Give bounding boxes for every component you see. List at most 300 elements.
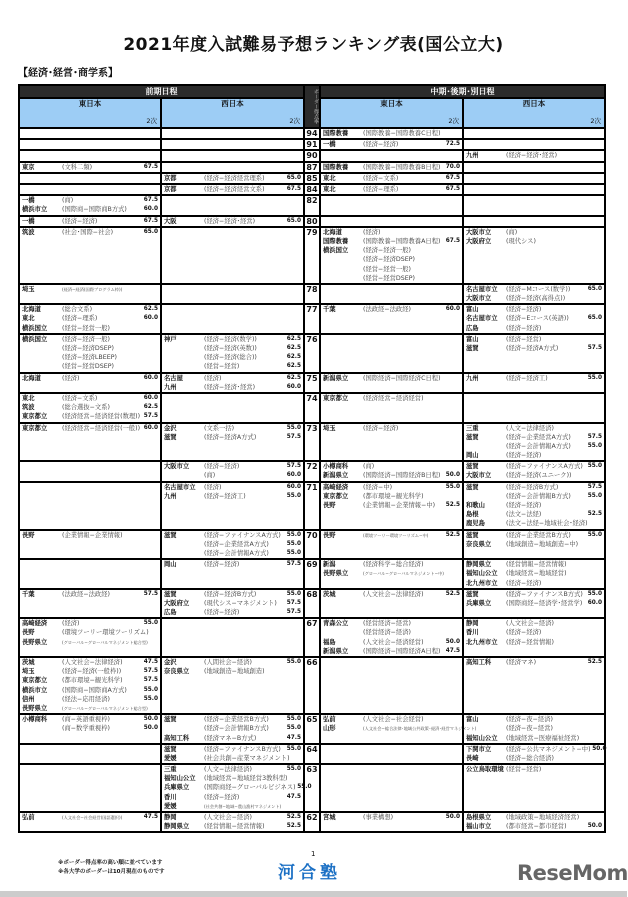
second-exam-score xyxy=(285,667,301,676)
university-name: 弘前 xyxy=(22,814,35,822)
bottom-bar xyxy=(0,891,627,897)
second-exam-score: 55.0 xyxy=(286,549,301,556)
second-exam-score xyxy=(290,754,306,763)
second-exam-score: 55.0 xyxy=(143,695,158,702)
list-item xyxy=(22,695,158,704)
university-name: 京都 xyxy=(164,186,177,194)
second-exam-score: 57.5 xyxy=(587,345,602,352)
department-name: (環境ツーリー環境ツーリズム) xyxy=(62,629,149,637)
department-name: (地域経営−医療福祉経営) xyxy=(506,734,580,742)
university-name: 山形 xyxy=(323,725,336,733)
university-name: 富山 xyxy=(466,306,479,314)
department-name: (経済−経営) xyxy=(506,335,542,343)
second-exam-score xyxy=(142,353,158,362)
university-name: 横浜市立 xyxy=(22,206,48,214)
department-name: (経済経営−経済経営) xyxy=(363,394,424,402)
university-name xyxy=(466,442,506,451)
list-item xyxy=(323,471,460,480)
cell-e2 xyxy=(320,195,463,215)
second-exam-score: 67.5 xyxy=(143,163,158,170)
second-exam-score: 57.5 xyxy=(143,677,158,684)
late-schedule-header: 中期･後期･別日程 xyxy=(320,85,605,98)
cell-e1 xyxy=(19,744,161,764)
border-rate: 69 xyxy=(304,559,320,589)
second-exam-score: 55.0 xyxy=(445,483,460,490)
second-exam-score xyxy=(444,492,460,501)
second-exam-score xyxy=(444,129,460,138)
list-item xyxy=(466,822,602,831)
second-exam-score: 67.5 xyxy=(445,237,460,244)
cell-e2 xyxy=(320,304,463,334)
department-name: (国際経済−国際経済B日程) xyxy=(363,472,441,480)
cell-w1 xyxy=(161,128,304,139)
list-item xyxy=(22,531,158,540)
department-name: (経済−文系) xyxy=(62,394,98,402)
second-exam-score: 55.0 xyxy=(286,745,301,752)
second-exam-score: 70.0 xyxy=(445,163,460,170)
ranking-row xyxy=(19,559,605,589)
department-name: (国際商−国際商A方式) xyxy=(62,686,127,694)
cell-e1 xyxy=(19,304,161,334)
second-exam-score: 57.5 xyxy=(587,433,602,440)
second-exam-score: 52.5 xyxy=(286,823,301,830)
second-exam-score: 57.5 xyxy=(286,599,301,606)
second-exam-score xyxy=(148,704,164,713)
cell-w2 xyxy=(463,227,605,284)
university-name: 埼玉 xyxy=(22,285,35,293)
ranking-row xyxy=(19,812,605,832)
list-item xyxy=(323,237,460,246)
university-name: 三重 xyxy=(164,766,177,774)
cell-e2 xyxy=(320,812,463,832)
list-item xyxy=(323,274,460,283)
list-item xyxy=(164,560,301,569)
university-name xyxy=(22,724,62,733)
cell-e1 xyxy=(19,423,161,462)
department-name: (経済−経済) xyxy=(204,609,240,617)
cell-e1 xyxy=(19,216,161,227)
second-exam-score: 55.0 xyxy=(286,659,301,666)
list-item xyxy=(22,686,158,695)
cell-e1 xyxy=(19,482,161,530)
department-name: (グローバル−グローバルマネジメント総合型) xyxy=(62,705,148,711)
department-name: (経済−経済(高得点)) xyxy=(506,295,566,303)
cell-e2 xyxy=(320,423,463,462)
region-label: 西日本 xyxy=(522,99,546,108)
university-name: 長野県立 xyxy=(22,638,48,646)
cell-e1 xyxy=(19,559,161,589)
cell-w2 xyxy=(463,162,605,173)
list-item xyxy=(323,228,460,237)
university-name: 名古屋市立 xyxy=(466,315,498,323)
cell-e1 xyxy=(19,184,161,195)
university-name: 長野 xyxy=(22,629,35,637)
list-item xyxy=(466,462,602,471)
list-item xyxy=(164,793,301,802)
second-exam-score xyxy=(444,394,460,403)
university-name: 滋賀 xyxy=(466,345,479,353)
department-name: (商) xyxy=(204,472,216,480)
cell-w2 xyxy=(463,589,605,619)
university-name: 埼玉 xyxy=(323,424,336,432)
university-name: 静岡県立 xyxy=(164,823,190,831)
university-name: 埼玉 xyxy=(22,668,35,676)
list-item xyxy=(164,531,301,540)
cell-e1 xyxy=(19,373,161,393)
cell-e2 xyxy=(320,559,463,589)
second-exam-score xyxy=(142,285,158,294)
second-exam-score: 62.5 xyxy=(286,345,301,352)
cell-w1 xyxy=(161,216,304,227)
second-exam-score: 55.0 xyxy=(286,725,301,732)
department-name: (経済−理系) xyxy=(363,186,399,194)
second-exam-score: 55.0 xyxy=(587,374,602,381)
second-exam-score: 62.5 xyxy=(143,404,158,411)
university-name: 東京都立 xyxy=(22,413,48,421)
department-name: (都市環境−観光科学) xyxy=(363,492,424,500)
cell-e2 xyxy=(320,461,463,481)
university-name: 福知山公立 xyxy=(466,734,498,742)
second-exam-score: 60.0 xyxy=(587,599,602,606)
university-name: 長崎 xyxy=(466,754,479,762)
list-item xyxy=(466,501,602,510)
university-name: 横浜国立 xyxy=(22,324,48,332)
department-name: (人文社会−社会経営) xyxy=(363,716,424,724)
border-rate: 87 xyxy=(304,162,320,173)
list-item xyxy=(466,237,602,246)
department-name: (商−数学重視枠) xyxy=(62,725,110,733)
department-name: (法政経−法政経) xyxy=(363,306,411,314)
list-item xyxy=(466,569,602,578)
university-name: 高知工科 xyxy=(466,659,492,667)
cell-w2 xyxy=(463,128,605,139)
department-name: (経済−経済A方式) xyxy=(506,345,559,353)
cell-e2 xyxy=(320,657,463,714)
second-exam-score xyxy=(444,628,460,637)
second-exam-score: 60.0 xyxy=(445,306,460,313)
ranking-row xyxy=(19,373,605,393)
university-name: 奈良県立 xyxy=(466,540,492,548)
department-name: (経済−会計情報A方式) xyxy=(204,549,269,557)
list-item xyxy=(466,560,602,569)
second-exam-score: 60.0 xyxy=(143,374,158,381)
department-name: (地域政策−地域経済経営) xyxy=(506,814,580,822)
list-item xyxy=(164,217,301,226)
department-name: (人文社会−総合法律･地域公共政策･経済･経営マネジメント) xyxy=(363,726,477,732)
university-name: 滋賀 xyxy=(164,716,177,724)
cell-w2 xyxy=(463,216,605,227)
second-exam-score: 65.0 xyxy=(286,217,301,224)
department-name: (経済) xyxy=(204,374,222,382)
list-item xyxy=(22,412,158,421)
university-name: 大阪府立 xyxy=(164,599,190,607)
list-item xyxy=(466,658,602,667)
border-rate: 78 xyxy=(304,284,320,304)
cell-e2 xyxy=(320,334,463,373)
department-name: (人文社会−社会経営(国語選択)) xyxy=(62,815,123,821)
list-item xyxy=(323,374,460,383)
university-name: 新潟県立 xyxy=(323,374,349,382)
department-name: (経済−経済･経営) xyxy=(506,152,558,160)
border-rate: 75 xyxy=(304,373,320,393)
border-rate: 64 xyxy=(304,744,320,764)
list-item xyxy=(164,802,301,811)
department-name: (経済−夜−経営) xyxy=(506,725,553,733)
department-name: (経済−経済A方式) xyxy=(204,433,257,441)
second-exam-score: 52.5 xyxy=(286,814,301,821)
list-item xyxy=(466,599,602,608)
list-item xyxy=(466,724,602,733)
list-item xyxy=(323,569,460,578)
list-item xyxy=(164,590,301,599)
border-rate: 63 xyxy=(304,764,320,812)
department-name: (経済科学−総合経済) xyxy=(363,561,424,569)
cell-e2 xyxy=(320,393,463,423)
department-name: (経済マネ) xyxy=(506,659,537,667)
university-name: 滋賀 xyxy=(164,590,177,598)
section-heading: 【経済･経営･商学系】 xyxy=(18,68,118,79)
university-name: 滋賀 xyxy=(466,590,479,598)
second-exam-score: 67.5 xyxy=(143,197,158,204)
list-item xyxy=(164,540,301,549)
cell-w2 xyxy=(463,461,605,481)
department-name: (経済) xyxy=(363,228,381,236)
university-name: 東京都立 xyxy=(22,677,48,685)
second-exam-score: 57.5 xyxy=(143,413,158,420)
second-exam-score: 55.0 xyxy=(587,492,602,499)
list-item xyxy=(22,314,158,323)
university-name: 名古屋市立 xyxy=(164,483,196,491)
second-exam-score: 60.0 xyxy=(286,483,301,490)
department-name: (経済−経済) xyxy=(506,306,542,314)
east-header-early xyxy=(19,98,161,128)
department-name: (商−英語重視枠) xyxy=(62,716,110,724)
ranking-row xyxy=(19,482,605,530)
list-item xyxy=(164,658,301,667)
second-exam-score xyxy=(586,228,602,237)
cell-e1 xyxy=(19,764,161,812)
department-name: (経済−会計情報A方式) xyxy=(506,442,571,450)
department-name: (経済−会計情報B方式) xyxy=(506,492,571,500)
second-exam-score: 50.0 xyxy=(143,716,158,723)
university-name xyxy=(164,362,204,371)
university-name: 横浜国立 xyxy=(22,335,48,343)
list-item xyxy=(323,140,460,149)
department-name: (経済−経済(国際プログラム枠)) xyxy=(62,286,123,292)
second-exam-score: 50.0 xyxy=(445,638,460,645)
department-name: (人文社会−法律経済) xyxy=(363,590,424,598)
cell-e2 xyxy=(320,128,463,139)
list-item xyxy=(22,424,158,433)
second-exam-score: 55.0 xyxy=(286,716,301,723)
department-name: (事業構想) xyxy=(363,814,394,822)
cell-w1 xyxy=(161,714,304,744)
ranking-row xyxy=(19,589,605,619)
list-item xyxy=(164,549,301,558)
border-rate: 70 xyxy=(304,530,320,560)
second-exam-score xyxy=(586,560,602,569)
list-item xyxy=(164,667,301,676)
cell-e1 xyxy=(19,657,161,714)
university-name: 千葉 xyxy=(22,590,35,598)
list-item xyxy=(22,590,158,599)
list-item xyxy=(323,590,460,599)
cell-e2 xyxy=(320,173,463,184)
cell-e2 xyxy=(320,373,463,393)
list-item xyxy=(164,599,301,608)
university-name: 大阪市立 xyxy=(466,228,492,236)
border-rate: 76 xyxy=(304,334,320,373)
ranking-row xyxy=(19,618,605,657)
second-exam-score xyxy=(444,715,460,724)
second-exam-score: 50.0 xyxy=(445,472,460,479)
list-item xyxy=(466,519,602,528)
list-item xyxy=(323,394,460,403)
second-exam-score: 67.5 xyxy=(286,186,301,193)
department-name: (国際商経−経済学･経営学) xyxy=(506,599,583,607)
cell-w2 xyxy=(463,530,605,560)
list-item xyxy=(323,647,460,656)
university-name: 下関市立 xyxy=(466,745,492,753)
list-item xyxy=(164,724,301,733)
second-exam-score: 52.5 xyxy=(445,502,460,509)
department-name: (経済マネ−B方式) xyxy=(204,734,257,742)
department-name: (文系一括) xyxy=(204,424,235,432)
ranking-row xyxy=(19,334,605,373)
second-exam-label: 2次 xyxy=(146,116,157,125)
ranking-row xyxy=(19,304,605,334)
university-name: 筑波 xyxy=(22,228,35,236)
list-item xyxy=(164,185,301,194)
department-name: (経営−経営一般) xyxy=(363,265,411,273)
border-rate: 74 xyxy=(304,393,320,423)
cell-w1 xyxy=(161,530,304,560)
department-name: (経営−経営一般) xyxy=(62,324,110,332)
border-rate: 65 xyxy=(304,714,320,744)
department-name: (経済−経済工) xyxy=(204,492,246,500)
list-item xyxy=(466,424,602,433)
department-name: (地域創造−地域創造) xyxy=(204,668,265,676)
cell-e1 xyxy=(19,139,161,150)
university-name: 名古屋市立 xyxy=(466,285,498,293)
second-exam-score xyxy=(142,324,158,333)
cell-e1 xyxy=(19,284,161,304)
second-exam-score: 57.5 xyxy=(143,668,158,675)
university-name: 千葉 xyxy=(323,306,336,314)
list-item xyxy=(323,265,460,274)
cell-e1 xyxy=(19,173,161,184)
second-exam-score: 72.5 xyxy=(445,141,460,148)
cell-e1 xyxy=(19,589,161,619)
department-name: (人文社会−経済経営) xyxy=(363,638,424,646)
university-name xyxy=(164,724,204,733)
department-name: (現代シス−マネジメント) xyxy=(204,599,277,607)
department-name: (経法−応用経済) xyxy=(62,695,110,703)
second-exam-score xyxy=(444,374,460,383)
university-name: 京都 xyxy=(164,174,177,182)
second-exam-score: 57.5 xyxy=(286,433,301,440)
cell-w2 xyxy=(463,334,605,373)
second-exam-score: 47.5 xyxy=(143,659,158,666)
list-item xyxy=(164,353,301,362)
border-rate: 72 xyxy=(304,461,320,481)
cell-w2 xyxy=(463,304,605,334)
cell-w1 xyxy=(161,812,304,832)
department-name: (経済−理系) xyxy=(62,315,98,323)
list-item xyxy=(466,628,602,637)
department-name: (文科二類) xyxy=(62,163,93,171)
list-item xyxy=(323,255,460,264)
list-item xyxy=(22,394,158,403)
university-name: 富山 xyxy=(466,335,479,343)
second-exam-score xyxy=(586,335,602,344)
ranking-row xyxy=(19,162,605,173)
list-item xyxy=(22,638,158,647)
second-exam-score xyxy=(586,540,602,549)
cell-e1 xyxy=(19,128,161,139)
list-item xyxy=(323,462,460,471)
department-name: (経済−経済(ユニーク)) xyxy=(506,472,572,480)
ranking-row xyxy=(19,195,605,215)
cell-w1 xyxy=(161,657,304,714)
university-name: 滋賀 xyxy=(466,433,479,441)
department-name: (商) xyxy=(506,228,518,236)
ranking-row xyxy=(19,216,605,227)
university-name: 大阪府立 xyxy=(466,237,492,245)
second-exam-score xyxy=(586,628,602,637)
second-exam-score xyxy=(586,471,602,480)
second-exam-score: 55.0 xyxy=(143,620,158,627)
university-name xyxy=(164,549,204,558)
university-name: 香川 xyxy=(466,629,479,637)
university-name xyxy=(164,471,204,480)
cell-w2 xyxy=(463,559,605,589)
department-name: (経営−経営) xyxy=(506,766,542,774)
cell-w1 xyxy=(161,195,304,215)
department-name: (経済−会計情報B方式) xyxy=(204,725,269,733)
second-exam-score: 60.0 xyxy=(286,472,301,479)
list-item xyxy=(22,205,158,214)
university-name: 名古屋 xyxy=(164,374,183,382)
ranking-table xyxy=(18,84,606,833)
list-item xyxy=(22,403,158,412)
university-name: 一橋 xyxy=(22,197,35,205)
cell-w1 xyxy=(161,139,304,150)
cell-e1 xyxy=(19,618,161,657)
department-name: (経済−ファイナンスA方式) xyxy=(204,531,281,539)
list-item xyxy=(466,492,602,501)
list-item xyxy=(466,344,602,353)
second-exam-score: 60.0 xyxy=(143,206,158,213)
list-item xyxy=(164,715,301,724)
department-name: (国際教養−国際教養C日程) xyxy=(363,130,441,137)
university-name: 北海道 xyxy=(22,374,41,382)
list-item xyxy=(22,228,158,237)
second-exam-score: 50.0 xyxy=(587,823,602,830)
east-header-late xyxy=(320,98,463,128)
department-name: (経済−中) xyxy=(363,483,393,491)
cell-e2 xyxy=(320,150,463,161)
second-exam-score: 55.0 xyxy=(286,540,301,547)
list-item xyxy=(22,715,158,724)
department-name: (経済−企業経営A方式) xyxy=(204,540,269,548)
cell-e2 xyxy=(320,139,463,150)
second-exam-score: 65.0 xyxy=(587,315,602,322)
department-name: (法文−法経) xyxy=(506,511,542,519)
department-name: (経済−経済) xyxy=(363,424,399,432)
university-name: 香川 xyxy=(164,793,177,801)
cell-e1 xyxy=(19,530,161,560)
